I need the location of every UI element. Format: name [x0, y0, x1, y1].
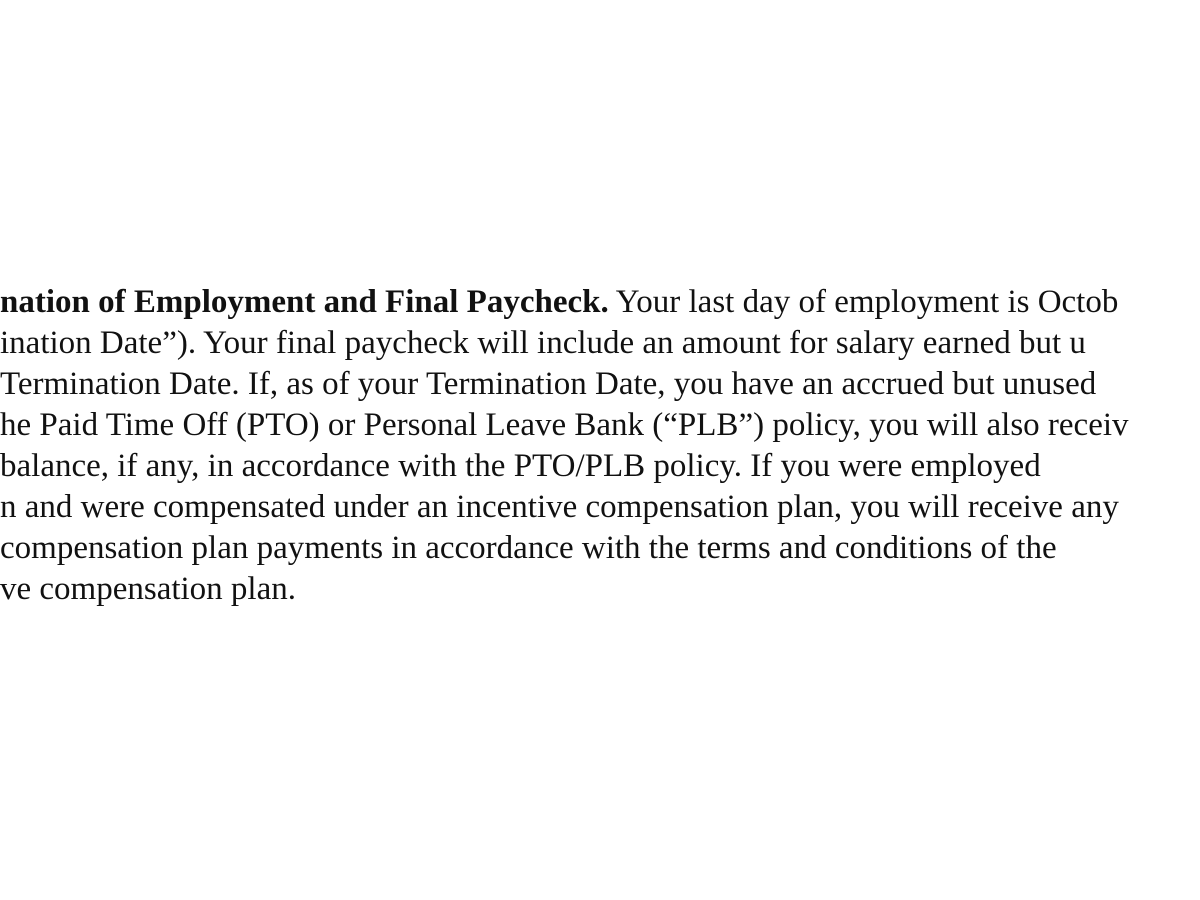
clause-text-1: Your last day of employment is Octob: [608, 284, 1119, 320]
clause-line-2: ination Date”). Your final paycheck will include an amount for salary earned but u: [0, 325, 1086, 361]
section-heading: nation of Employment and Final Paycheck.: [0, 284, 609, 320]
clause-line-5: balance, if any, in accordance with the PTO/PLB policy. If you were employed: [0, 448, 1041, 484]
clause-line-8: ve compensation plan.: [0, 571, 297, 607]
termination-clause: [0, 280, 1200, 620]
clause-line-3: Termination Date. If, as of your Termination Date, you have an accrued but unused: [0, 366, 1097, 402]
clause-line-7: compensation plan payments in accordance with the terms and conditions of the: [0, 530, 1057, 566]
clause-line-4: he Paid Time Off (PTO) or Personal Leave Bank (“PLB”) policy, you will also receiv: [0, 407, 1129, 443]
clause-line-6: n and were compensated under an incentive compensation plan, you will receive any: [0, 489, 1119, 525]
clause-line-1: [0, 282, 1118, 323]
